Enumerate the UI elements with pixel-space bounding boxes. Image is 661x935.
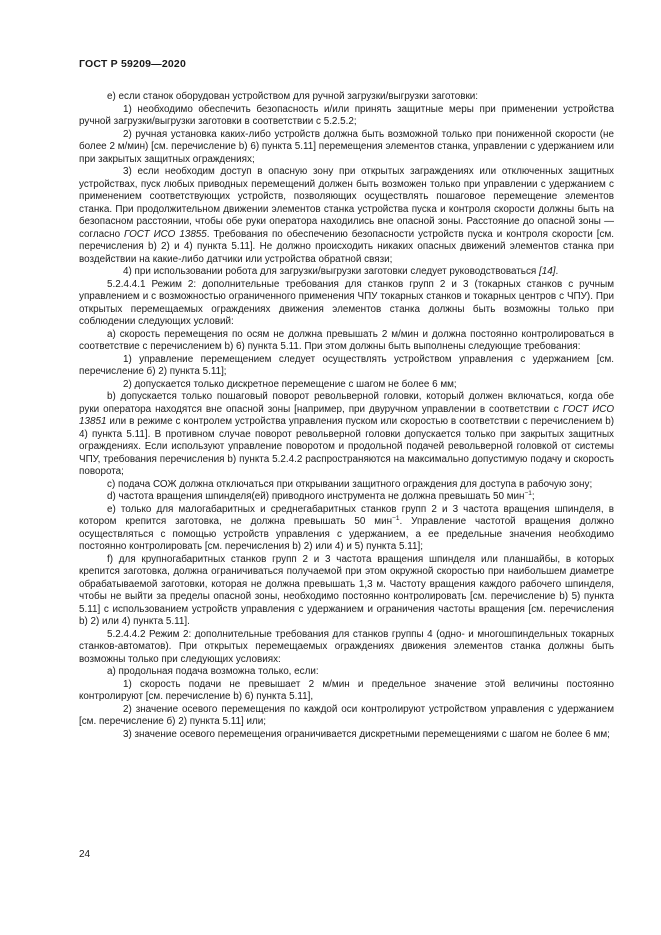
document-header: ГОСТ Р 59209—2020 bbox=[79, 58, 187, 70]
paragraph: е) только для малогабаритных и среднегабаритных станков групп 2 и 3 частота вращения шпинделя, в котором крепится заготовка, не должна превышать 50 мин$^{-1}$. Управление частотой вращения должно осуществляться с помощью устройств управления с удержанием, а ее предельные значения необходимо постоянно контролировать [см. перечисления b) 2) или 4) и 5) пункта 5.11]; bbox=[79, 503, 614, 552]
paragraph: 2) значение осевого перемещения по каждой оси контролируют устройством управления с удержанием [см. перечисление б) 2) пункта 5.11] или; bbox=[79, 703, 614, 727]
paragraph: 5.2.4.4.1 Режим 2: дополнительные требования для станков групп 2 и 3 (токарных станков с ручным управлением и с возможностью ограниченного применения ЧПУ токарных станков и токарных центров с ЧПУ). При открытых перемещаемых ограждениях движения элементов станка должны быть возможны только при соблюдении следующих условий: bbox=[79, 278, 614, 327]
paragraph: 1) управление перемещением следует осуществлять устройством управления с удержанием [см. перечисление б) 2) пункта 5.11]; bbox=[79, 353, 614, 377]
paragraph: 3) значение осевого перемещения ограничивается дискретными перемещениями с шагом не более 6 мм; bbox=[123, 728, 610, 740]
paragraph: 5.2.4.4.2 Режим 2: дополнительные требования для станков группы 4 (одно- и многошпиндельных токарных станков-автоматов). При открытых перемещаемых ограждениях движения элементов станка должны быть возможны только при следующих условиях: bbox=[79, 628, 614, 665]
paragraph: f) для крупногабаритных станков групп 2 и 3 частота вращения шпинделя или планшайбы, в которых крепится заготовка, должна ограничиваться получаемой при этом окружной скоростью при наибольшем диаметре обрабатываемой заготовки, которая не должна превышать 1,3 м. Частоту вращения каждого рабочего шпинделя, чтобы не выйти за пределы опасной зоны, необходимо постоянно контролировать [см. перечисление b) 5) пункта 5.11] с использованием устройств управления с удержанием и ограничения частоты вращения [см. перечисления b) 2) или 4) пункта 5.11]. bbox=[79, 553, 614, 627]
paragraph: а) скорость перемещения по осям не должна превышать 2 м/мин и должна постоянно контролироваться в соответствие с перечислением b) 6) пункта 5.11. При этом должны быть выполнены следующие требования: bbox=[79, 328, 614, 352]
paragraph: 1) скорость подачи не превышает 2 м/мин и предельное значение этой величины постоянно контролируют [см. перечисление b) 6) пункта 5.11], bbox=[79, 678, 614, 702]
paragraph: d) частота вращения шпинделя(ей) приводного инструмента не должна превышать 50 мин$^{-1}$; bbox=[107, 490, 535, 502]
paragraph: а) продольная подача возможна только, если: bbox=[107, 666, 319, 677]
paragraph: b) допускается только пошаговый поворот револьверной головки, который должен включаться, когда обе руки оператора находятся вне опасной зоны [например, при двуручном управлении в соответствии с ГОСТ ИСО 13851 или в режиме с контролем устройства управления пуском или скоростью в соответствии с перечислением b) 4) пункта 5.11]. В противном случае поворот револьверной головки допускается только при закрытых защитных ограждениях. Если используют управление поворотом и продольной подачей револьверной головкой от системы ЧПУ, требования перечисления b) пункта 5.2.4.2 распространяются на максимально допустимую подачу и скорость поворота; bbox=[79, 391, 614, 477]
paragraph: 4) при использовании робота для загрузки/выгрузки заготовки следует руководствоваться [14]. bbox=[123, 266, 559, 277]
paragraph: 2) ручная установка каких-либо устройств должна быть возможной только при пониженной скорости (не более 2 м/мин) [см. перечисление b) 6) пункта 5.11] перемещения элементов станка, управлении с удержанием или при закрытых защитных ограждениях; bbox=[79, 128, 614, 165]
paragraph: е) если станок оборудован устройством для ручной загрузки/выгрузки заготовки: bbox=[107, 91, 479, 102]
page-number: 24 bbox=[79, 849, 91, 860]
paragraph: 2) допускается только дискретное перемещение с шагом не более 6 мм; bbox=[123, 378, 457, 390]
paragraph: 3) если необходим доступ в опасную зону при открытых заграждениях или отключенных защитных устройствах, пуск любых приводных перемещений должен быть возможен только при управлении с удержанием с применением соответствующих устройств, позволяющих осуществлять пошаговое перемещение элементов станка. При продолжительном движении элементов станка устройства пуска и контроля скорости должны быть на безопасном расстоянии, чтобы обе руки оператора находились вне опасной зоны. Расстояние до опасной зоны — согласно ГОСТ ИСО 13855. Требования по обеспечению безопасности устройств пуска и контроля скорости [см. перечисления b) 2) и 4) пункта 5.11]. Не должно происходить никаких опасных движений элементов станка при воздействии на какие-либо датчики или устройства обратной связи; bbox=[79, 166, 614, 265]
document-body bbox=[79, 91, 614, 741]
paragraph: 1) необходимо обеспечить безопасность и/или принять защитные меры при применении устройства ручной загрузки/выгрузки заготовки в соответствии с 5.2.5.2; bbox=[79, 103, 614, 127]
paragraph: с) подача СОЖ должна отключаться при открывании защитного ограждения для доступа в рабочую зону; bbox=[107, 478, 593, 490]
